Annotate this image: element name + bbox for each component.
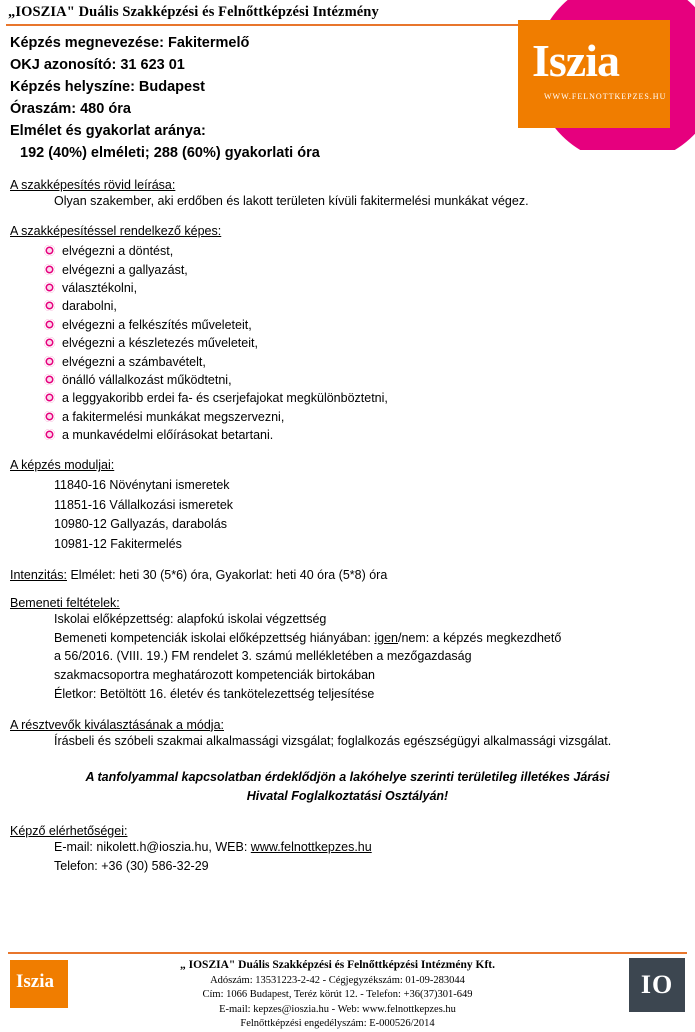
contact-body	[10, 838, 685, 876]
contact-email-line	[54, 838, 685, 857]
header-title: „IOSZIA" Duális Szakképzési és Felnőttképzési Intézmény	[8, 4, 379, 20]
modules-list	[10, 476, 685, 554]
bullet-circle-icon	[44, 411, 55, 422]
footer-contact: E-mail: kepzes@ioszia.hu - Web: www.felnottkepzes.hu	[219, 1003, 456, 1015]
list-item	[44, 297, 685, 315]
theory-practice-ratio-value: 192 (40%) elméleti; 288 (60%) gyakorlati óra	[20, 145, 320, 162]
footer-license: Felnőttképzési engedélyszám: E-000526/2014	[240, 1018, 435, 1030]
list-item-label: választékolni,	[62, 281, 138, 296]
entry-conditions-section	[10, 596, 685, 704]
list-item	[44, 334, 685, 352]
footer-company-info	[90, 958, 585, 1032]
bullet-circle-icon	[44, 245, 55, 256]
footer-divider	[8, 952, 687, 954]
course-location-line: Képzés helyszíne: Budapest	[10, 79, 205, 96]
bullet-circle-icon	[44, 264, 55, 275]
footer-tax-number: Adószám: 13531223-2-42 - Cégjegyzékszám: 01-09-283044	[210, 974, 465, 986]
document-content	[0, 26, 695, 875]
footer-logo	[10, 960, 68, 1008]
list-item	[44, 242, 685, 260]
bullet-circle-icon	[44, 374, 55, 385]
entry-condition-competence-post: /nem: a képzés megkezdhető	[397, 630, 562, 645]
list-item-label: elvégezni a felkészítés műveleteit,	[62, 317, 252, 332]
logo-letter-i: I	[532, 35, 549, 86]
course-summary-block	[10, 32, 490, 164]
okj-id-line: OKJ azonosító: 31 623 01	[10, 57, 185, 74]
contact-website-link[interactable]: www.felnottkepzes.hu	[250, 839, 372, 854]
list-item-label: elvégezni a készletezés műveleteit,	[62, 336, 258, 351]
callout-line-2: Hivatal Foglalkoztatási Osztályán!	[246, 789, 449, 804]
intensity-line	[10, 568, 685, 582]
course-name-line: Képzés megnevezése: Fakitermelő	[10, 35, 250, 51]
footer-logo-wordmark	[16, 972, 54, 991]
contact-email-label: E-mail: nikolett.h@ioszia.hu, WEB:	[54, 839, 251, 854]
modules-heading: A képzés moduljai:	[10, 458, 115, 473]
short-description-section	[10, 178, 685, 210]
competences-heading: A szakképesítéssel rendelkező képes:	[10, 224, 222, 239]
modules-section	[10, 458, 685, 554]
selection-text: Írásbeli és szóbeli szakmai alkalmassági vizsgálat; foglalkozás egészségügyi alkalmassági vizsgálat.	[54, 733, 612, 748]
list-item-label: a fakitermelési munkákat megszervezni,	[62, 409, 285, 424]
bullet-circle-icon	[44, 337, 55, 348]
theory-practice-ratio-label: Elmélet és gyakorlat aránya:	[10, 123, 206, 140]
list-item-label: a leggyakoribb erdei fa- és cserjefajokat megkülönböztetni,	[62, 391, 388, 406]
list-item	[44, 389, 685, 407]
bullet-circle-icon	[44, 300, 55, 311]
logo-url: WWW.FELNOTTKEPZES.HU	[544, 92, 667, 101]
bullet-circle-icon	[44, 319, 55, 330]
intensity-value: Elmélet: heti 30 (5*6) óra, Gyakorlat: heti 40 óra (5*8) óra	[70, 567, 388, 582]
contact-heading: Képző elérhetőségei:	[10, 823, 128, 838]
callout-notice	[10, 768, 685, 806]
bullet-circle-icon	[44, 356, 55, 367]
entry-conditions-heading: Bemeneti feltételek:	[10, 595, 120, 610]
list-item-label: elvégezni a döntést,	[62, 244, 174, 259]
entry-condition-age: Életkor: Betöltött 16. életév és tankötelezettség teljesítése	[54, 686, 375, 701]
short-description-heading: A szakképesítés rövid leírása:	[10, 178, 176, 193]
list-item-label: elvégezni a gallyazást,	[62, 262, 188, 277]
selection-section	[10, 718, 685, 751]
entry-condition-education: Iskolai előképzettség: alapfokú iskolai végzettség	[54, 611, 327, 626]
entry-condition-decree-line-1: a 56/2016. (VIII. 19.) FM rendelet 3. számú mellékletében a mezőgazdaság	[54, 649, 472, 664]
list-item-label: önálló vállalkozást működtetni,	[62, 372, 232, 387]
footer-logo-letter-rest: szia	[23, 971, 55, 992]
list-item	[44, 371, 685, 389]
selection-heading: A résztvevők kiválasztásának a módja:	[10, 717, 224, 732]
competences-list	[10, 242, 685, 444]
list-item	[44, 279, 685, 297]
bullet-circle-icon	[44, 392, 55, 403]
list-item	[44, 261, 685, 279]
entry-condition-competence-line	[54, 629, 685, 648]
list-item: 11851-16 Vállalkozási ismeretek	[54, 497, 234, 512]
footer-company-name: „ IOSZIA" Duális Szakképzési és Felnőttképzési Intézmény Kft.	[180, 959, 495, 971]
list-item-label: a munkavédelmi előírásokat betartani.	[62, 428, 274, 443]
list-item: 10980-12 Gallyazás, darabolás	[54, 517, 228, 532]
entry-condition-decree-line-2: szakmacsoportra meghatározott kompetenciák birtokában	[54, 668, 375, 683]
list-item	[44, 316, 685, 334]
callout-line-1: A tanfolyammal kapcsolatban érdeklődjön a lakóhelye szerinti területileg illetékes Járási	[85, 770, 610, 785]
footer-logo-letter-i: I	[16, 971, 24, 992]
list-item: 10981-12 Fakitermelés	[54, 536, 182, 551]
list-item-label: elvégezni a számbavételt,	[62, 354, 206, 369]
list-item: 11840-16 Növénytani ismeretek	[54, 478, 230, 493]
footer-address: Cím: 1066 Budapest, Teréz körút 12. - Telefon: +36(37)301-649	[202, 989, 473, 1001]
intensity-label: Intenzitás:	[10, 567, 67, 582]
entry-condition-yes: igen	[374, 630, 398, 645]
bullet-circle-icon	[44, 429, 55, 440]
course-hours-line: Óraszám: 480 óra	[10, 101, 131, 118]
list-item	[44, 408, 685, 426]
list-item-label: darabolni,	[62, 299, 117, 314]
contact-phone: Telefon: +36 (30) 586-32-29	[54, 858, 209, 873]
logo-letter-rest: szia	[548, 35, 620, 86]
bullet-circle-icon	[44, 282, 55, 293]
entry-conditions-body	[10, 610, 685, 704]
entry-condition-competence-pre: Bemeneti kompetenciák iskolai előképzettség hiányában:	[54, 630, 375, 645]
document-footer	[0, 952, 695, 1030]
competences-section	[10, 224, 685, 444]
list-item	[44, 426, 685, 444]
short-description-text: Olyan szakember, aki erdőben és lakott területen kívüli fakitermelési munkákat végez.	[54, 194, 529, 209]
footer-io-badge: IO	[629, 958, 685, 1012]
list-item	[44, 353, 685, 371]
